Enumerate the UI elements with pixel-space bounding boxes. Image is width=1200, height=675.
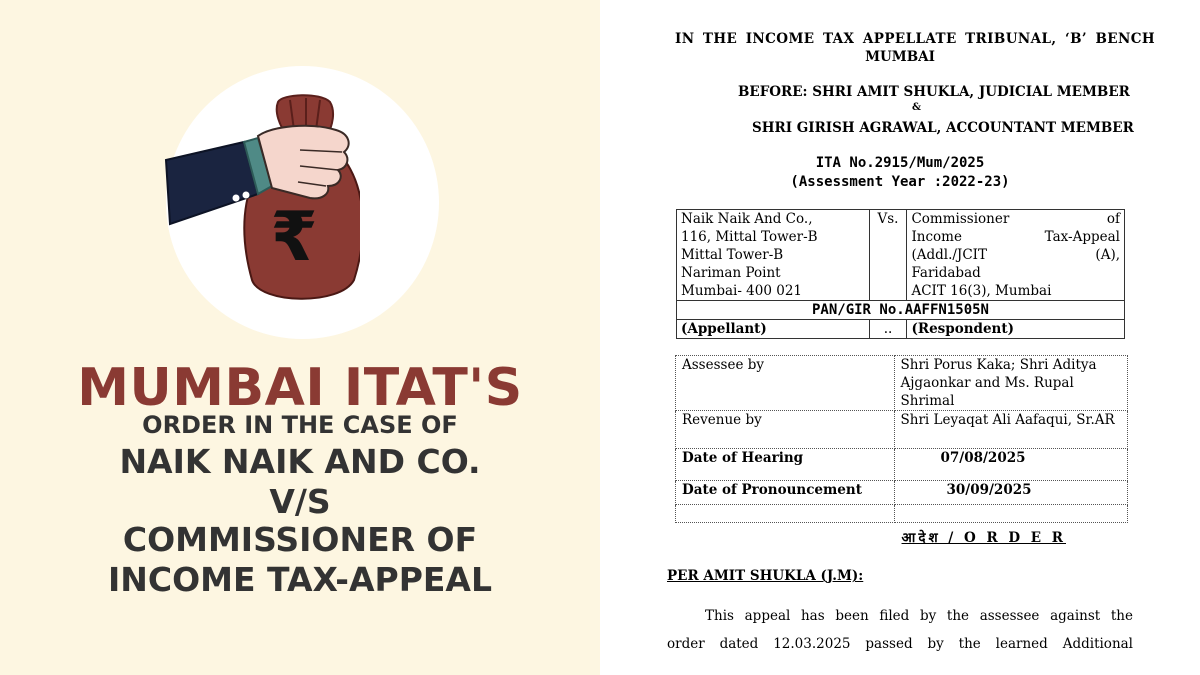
address-word: (Addl./JCIT xyxy=(911,247,988,263)
assessee-counsel: Shri Porus Kaka; Shri Aditya Ajgaonkar and Ms. Rupal Shrimal xyxy=(894,356,1128,411)
address-line: 116, Mittal Tower-B xyxy=(681,229,818,245)
pronouncement-date: 30/09/2025 xyxy=(894,481,1128,505)
banner-party-respondent-2: INCOME TAX-APPEAL xyxy=(108,560,492,599)
banner-versus: V/S xyxy=(269,482,331,521)
banner-title: MUMBAI ITAT'S xyxy=(77,358,523,418)
address-line: ACIT 16(3), Mumbai xyxy=(911,283,1052,299)
address-line: Mumbai- 400 021 xyxy=(681,283,803,299)
svg-text:₹: ₹ xyxy=(270,198,318,277)
pronouncement-label: Date of Pronouncement xyxy=(676,481,895,505)
address-word: (A), xyxy=(1095,247,1120,263)
table-row xyxy=(676,411,1128,449)
bench-member-2: SHRI GIRISH AGRAWAL, ACCOUNTANT MEMBER xyxy=(752,120,1134,136)
ampersand: & xyxy=(912,102,922,113)
paragraph-line: order dated 12.03.2025 passed by the learned Additional xyxy=(667,636,1133,652)
appellant-label: (Appellant) xyxy=(677,320,870,339)
respondent-label: (Respondent) xyxy=(907,320,1125,339)
bench-city: MUMBAI xyxy=(865,49,935,65)
address-line: Naik Naik And Co., xyxy=(681,211,813,227)
address-line: Nariman Point xyxy=(681,265,781,281)
appellant-address xyxy=(677,210,870,301)
dots-cell: .. xyxy=(869,320,907,339)
banner-party-appellant: NAIK NAIK AND CO. xyxy=(119,442,481,481)
counsel-dates-table xyxy=(675,355,1128,523)
table-row xyxy=(676,356,1128,411)
address-word: of xyxy=(1106,211,1120,227)
hand-holding-rupee-money-bag-icon xyxy=(160,90,360,320)
bench-member-1: BEFORE: SHRI AMIT SHUKLA, JUDICIAL MEMBER xyxy=(738,84,1130,100)
address-line: Faridabad xyxy=(911,265,981,281)
order-document xyxy=(600,0,1200,675)
address-line: Mittal Tower-B xyxy=(681,247,784,263)
address-line xyxy=(911,210,1120,228)
empty-cell xyxy=(676,505,895,523)
address-word: Tax-Appeal xyxy=(1044,229,1120,245)
respondent-address xyxy=(907,210,1125,301)
parties-table xyxy=(676,209,1125,339)
table-row xyxy=(677,320,1125,339)
hearing-label: Date of Hearing xyxy=(676,449,895,481)
table-row xyxy=(677,301,1125,320)
versus-cell: Vs. xyxy=(869,210,907,301)
revenue-label: Revenue by xyxy=(676,411,895,449)
order-heading: आदेश / O R D E R xyxy=(901,530,1066,546)
author-heading: PER AMIT SHUKLA (J.M): xyxy=(667,568,864,584)
table-row xyxy=(676,481,1128,505)
pan-number: PAN/GIR No.AAFFN1505N xyxy=(677,301,1125,320)
table-row xyxy=(676,505,1128,523)
address-word: Commissioner xyxy=(911,211,1010,227)
hearing-date: 07/08/2025 xyxy=(894,449,1128,481)
address-line xyxy=(911,246,1120,264)
table-row xyxy=(676,449,1128,481)
banner-subtitle: ORDER IN THE CASE OF xyxy=(142,411,458,439)
empty-cell xyxy=(894,505,1128,523)
paragraph-line: This appeal has been filed by the assessee against the xyxy=(705,608,1133,624)
address-line xyxy=(911,228,1120,246)
address-word: Income xyxy=(911,229,962,245)
table-row xyxy=(677,210,1125,301)
banner-party-respondent-1: COMMISSIONER OF xyxy=(122,520,478,559)
tribunal-heading: IN THE INCOME TAX APPELLATE TRIBUNAL, ‘B’ BENCH xyxy=(675,31,1155,47)
assessment-year: (Assessment Year :2022-23) xyxy=(790,174,1010,190)
revenue-counsel: Shri Leyaqat Ali Aafaqui, Sr.AR xyxy=(894,411,1128,449)
appeal-number: ITA No.2915/Mum/2025 xyxy=(815,155,985,171)
assessee-label: Assessee by xyxy=(676,356,895,411)
order-paragraph xyxy=(667,602,1133,658)
